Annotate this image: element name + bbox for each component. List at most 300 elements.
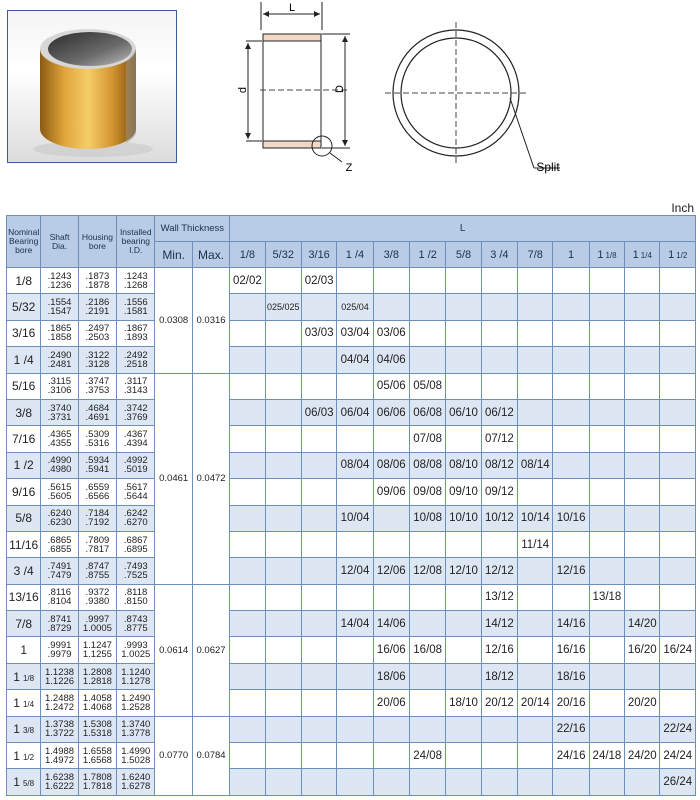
part-code-cell: 14/20 [625, 611, 660, 637]
dim-label-d: d [237, 86, 249, 94]
part-code-cell [660, 294, 696, 320]
housing-bore-value: .6559 [85, 481, 110, 493]
nominal-main: 1 [13, 669, 20, 684]
table-row [7, 347, 696, 373]
part-code-cell [301, 479, 336, 505]
part-code-cell [446, 531, 481, 557]
part-code-cell: 06/12 [481, 399, 517, 425]
part-code-cell [301, 663, 336, 689]
installed-id [117, 558, 155, 584]
part-code-cell [625, 505, 660, 531]
part-code-cell [589, 611, 624, 637]
header-length-main: 3/8 [383, 248, 399, 261]
part-code-cell [230, 373, 265, 399]
part-code-cell [553, 294, 589, 320]
part-code-cell [660, 663, 696, 689]
shaft-dia [41, 268, 78, 294]
housing-bore-value: 1.4058 [82, 692, 112, 704]
product-header-area [0, 0, 700, 195]
part-code-cell [589, 716, 624, 742]
housing-bore [78, 637, 116, 663]
installed-id-value: 1.0025 [121, 649, 151, 661]
part-code-cell: 07/08 [410, 426, 446, 452]
header-length-main: 1 [568, 248, 575, 261]
housing-bore-value: 1.2818 [82, 675, 112, 687]
part-code-cell: 12/16 [481, 637, 517, 663]
installed-id [117, 268, 155, 294]
part-code-cell [301, 584, 336, 610]
housing-bore-value: 1.5318 [82, 728, 112, 740]
unit-label: Inch [671, 201, 694, 215]
part-code-cell: 02/03 [301, 268, 336, 294]
part-code-cell [553, 347, 589, 373]
header-length-main: 1 [597, 248, 604, 261]
installed-id-value: .7493 [123, 560, 148, 572]
nominal-bore [7, 505, 41, 531]
installed-id-value: .6895 [123, 543, 148, 555]
part-code-cell [625, 373, 660, 399]
housing-bore [78, 584, 116, 610]
part-code-cell [230, 716, 265, 742]
part-code-cell [230, 452, 265, 478]
part-code-cell [518, 663, 553, 689]
housing-bore [78, 611, 116, 637]
table-row [7, 637, 696, 663]
part-code-cell [230, 531, 265, 557]
part-code-cell [589, 531, 624, 557]
part-code-cell [553, 531, 589, 557]
part-code-cell [518, 294, 553, 320]
shaft-dia [41, 716, 78, 742]
part-code-cell: 20/12 [481, 690, 517, 716]
part-code-cell: 025/025 [265, 294, 301, 320]
part-code-cell [265, 373, 301, 399]
nominal-main: 7/16 [11, 432, 36, 447]
installed-id-value: .6867 [123, 534, 148, 546]
table-row [7, 743, 696, 769]
bearing-size-table [6, 215, 696, 796]
shaft-dia-value: .8741 [47, 613, 72, 625]
table-row [7, 690, 696, 716]
part-code-cell: 24/24 [660, 743, 696, 769]
header-length [265, 242, 301, 268]
part-code-cell: 20/20 [625, 690, 660, 716]
nominal-bore [7, 268, 41, 294]
part-code-cell: 16/06 [373, 637, 409, 663]
part-code-cell [337, 373, 373, 399]
part-code-cell [446, 426, 481, 452]
installed-id [117, 690, 155, 716]
part-code-cell: 12/06 [373, 558, 409, 584]
part-code-cell [553, 373, 589, 399]
header-length [660, 242, 696, 268]
part-code-cell [589, 452, 624, 478]
installed-id-value: .6270 [123, 517, 148, 529]
shaft-dia-value: .2490 [47, 349, 72, 361]
part-code-cell: 02/02 [230, 268, 265, 294]
part-code-cell [410, 584, 446, 610]
wall-thickness-max: 0.0316 [192, 268, 229, 374]
housing-bore [78, 505, 116, 531]
housing-bore [78, 373, 116, 399]
part-code-cell [301, 294, 336, 320]
nominal-bore [7, 663, 41, 689]
shaft-dia-value: 1.3738 [45, 719, 75, 731]
nominal-main: 5/8 [15, 511, 33, 526]
part-code-cell [589, 268, 624, 294]
part-code-cell [553, 479, 589, 505]
part-code-cell: 025/04 [337, 294, 373, 320]
housing-bore-value: .9380 [85, 596, 110, 608]
part-code-cell: 16/08 [410, 637, 446, 663]
shaft-dia-value: .8104 [47, 596, 72, 608]
table-row [7, 479, 696, 505]
part-code-cell [410, 531, 446, 557]
part-code-cell: 24/20 [625, 743, 660, 769]
header-length [518, 242, 553, 268]
installed-id-value: .5019 [123, 464, 148, 476]
part-code-cell [301, 611, 336, 637]
nominal-main: 1 [13, 695, 20, 710]
part-code-cell [410, 716, 446, 742]
part-code-cell [660, 347, 696, 373]
part-code-cell [518, 743, 553, 769]
part-code-cell [589, 347, 624, 373]
header-length-main: 1/8 [239, 248, 256, 261]
nominal-bore [7, 399, 41, 425]
nominal-main: 5/32 [11, 300, 36, 315]
installed-id-value: .1893 [123, 332, 148, 344]
installed-id-value: .1243 [123, 270, 148, 282]
installed-id-value: .3117 [124, 376, 148, 388]
nominal-bore [7, 690, 41, 716]
housing-bore [78, 743, 116, 769]
header-shaft: Shaft Dia. [41, 216, 78, 268]
part-code-cell [518, 584, 553, 610]
installed-id-value: .8743 [123, 613, 148, 625]
part-code-cell: 18/16 [553, 663, 589, 689]
housing-bore-value: .9372 [85, 587, 110, 599]
part-code-cell [337, 690, 373, 716]
housing-bore-value: 1.6558 [82, 745, 112, 757]
table-row [7, 505, 696, 531]
table-row [7, 531, 696, 557]
part-code-cell: 08/08 [410, 452, 446, 478]
housing-bore-value: .2503 [85, 332, 110, 344]
part-code-cell: 09/06 [373, 479, 409, 505]
part-code-cell: 06/03 [301, 399, 336, 425]
part-code-cell: 10/12 [481, 505, 517, 531]
wall-thickness-min: 0.0614 [155, 584, 192, 716]
part-code-cell [625, 268, 660, 294]
part-code-cell: 10/14 [518, 505, 553, 531]
installed-id-value: 1.1240 [121, 666, 151, 678]
part-code-cell: 03/06 [373, 320, 409, 346]
shaft-dia-value: .4990 [47, 455, 72, 467]
shaft-dia-value: .6865 [47, 534, 72, 546]
housing-bore [78, 479, 116, 505]
part-code-cell: 10/08 [410, 505, 446, 531]
housing-bore-value: 1.0005 [82, 622, 112, 634]
housing-bore-value: .6566 [85, 490, 110, 502]
installed-id [117, 479, 155, 505]
header-wall-thickness: Wall Thickness [155, 216, 230, 242]
part-code-cell [337, 479, 373, 505]
part-code-cell: 06/10 [446, 399, 481, 425]
part-code-cell: 22/16 [553, 716, 589, 742]
part-code-cell [265, 690, 301, 716]
bushing-photo [7, 10, 177, 163]
part-code-cell [553, 769, 589, 796]
part-code-cell [625, 663, 660, 689]
header-length-main: 3/16 [308, 248, 330, 261]
nominal-bore [7, 769, 41, 796]
part-code-cell [373, 426, 409, 452]
installed-id-value: .8150 [123, 596, 148, 608]
header-length-main: 7/8 [527, 248, 543, 261]
part-code-cell [410, 347, 446, 373]
nominal-bore [7, 584, 41, 610]
part-code-cell [625, 769, 660, 796]
part-code-cell [518, 268, 553, 294]
housing-bore [78, 294, 116, 320]
part-code-cell: 13/18 [589, 584, 624, 610]
part-code-cell [481, 769, 517, 796]
part-code-cell: 06/06 [373, 399, 409, 425]
part-code-cell: 20/06 [373, 690, 409, 716]
table-row [7, 320, 696, 346]
installed-id-value: .3742 [123, 402, 148, 414]
shaft-dia-value: .2481 [47, 358, 72, 370]
part-code-cell [625, 347, 660, 373]
part-code-cell [265, 426, 301, 452]
part-code-cell [553, 399, 589, 425]
part-code-cell: 26/24 [660, 769, 696, 796]
installed-id-value: 1.4990 [121, 745, 151, 757]
table-row [7, 663, 696, 689]
nominal-frac: 3/8 [22, 726, 35, 736]
header-installed: Installed bearing I.D. [117, 216, 155, 268]
shaft-dia [41, 426, 78, 452]
installed-id-value: .2492 [123, 349, 148, 361]
header-length-main: 5/8 [455, 248, 472, 261]
housing-bore-value: .2497 [85, 323, 110, 335]
part-code-cell: 08/04 [337, 452, 373, 478]
nominal-main: 9/16 [11, 484, 36, 499]
part-code-cell [265, 558, 301, 584]
housing-bore [78, 347, 116, 373]
nominal-main: 1 [20, 643, 28, 658]
part-code-cell [230, 743, 265, 769]
part-code-cell [625, 294, 660, 320]
part-code-cell [589, 373, 624, 399]
part-code-cell: 22/24 [660, 716, 696, 742]
housing-bore-value: .3753 [85, 385, 110, 397]
part-code-cell [518, 373, 553, 399]
installed-id [117, 320, 155, 346]
table-row [7, 294, 696, 320]
part-code-cell [446, 294, 481, 320]
header-length-main: 3 /4 [490, 248, 509, 261]
part-code-cell [301, 743, 336, 769]
part-code-cell [230, 320, 265, 346]
housing-bore-value: .5934 [85, 455, 110, 467]
shaft-dia [41, 690, 78, 716]
part-code-cell: 24/18 [589, 743, 624, 769]
part-code-cell: 10/04 [337, 505, 373, 531]
header-housing: Housing bore [78, 216, 116, 268]
part-code-cell [589, 426, 624, 452]
part-code-cell: 14/06 [373, 611, 409, 637]
shaft-dia [41, 452, 78, 478]
part-code-cell: 20/16 [553, 690, 589, 716]
installed-id-value: .1268 [123, 279, 148, 291]
part-code-cell [410, 690, 446, 716]
installed-id-value: .7525 [123, 569, 148, 581]
installed-id-value: 1.6240 [121, 772, 151, 784]
header-length [625, 242, 660, 268]
part-code-cell: 04/04 [337, 347, 373, 373]
shaft-dia-value: .6855 [47, 543, 72, 555]
installed-id [117, 399, 155, 425]
shaft-dia [41, 399, 78, 425]
shaft-dia-value: 1.1226 [45, 675, 75, 687]
part-code-cell [518, 637, 553, 663]
part-code-cell: 08/14 [518, 452, 553, 478]
header-max: Max. [192, 242, 229, 268]
wall-thickness-max: 0.0472 [192, 373, 229, 584]
part-code-cell [410, 611, 446, 637]
shaft-dia [41, 558, 78, 584]
shaft-dia-value: .4365 [47, 429, 72, 441]
part-code-cell [518, 320, 553, 346]
installed-id-value: .4992 [123, 455, 148, 467]
table-row [7, 399, 696, 425]
nominal-frac: 1/4 [22, 699, 35, 709]
shaft-dia [41, 584, 78, 610]
installed-id-value: .4394 [123, 438, 148, 450]
installed-id [117, 426, 155, 452]
installed-id-value: .3143 [123, 385, 148, 397]
part-code-cell [373, 505, 409, 531]
part-code-cell [230, 584, 265, 610]
installed-id [117, 505, 155, 531]
part-code-cell [265, 584, 301, 610]
part-code-cell: 04/06 [373, 347, 409, 373]
part-code-cell [230, 399, 265, 425]
table-row [7, 426, 696, 452]
part-code-cell [410, 663, 446, 689]
shaft-dia-value: .9979 [47, 649, 72, 661]
wall-thickness-max: 0.0784 [192, 716, 229, 795]
split-label: Split [536, 160, 560, 174]
installed-id-value: .6242 [123, 508, 148, 520]
nominal-main: 1 [13, 775, 20, 790]
bushing-image [8, 11, 177, 163]
part-code-cell: 06/08 [410, 399, 446, 425]
installed-id [117, 452, 155, 478]
part-code-cell [265, 769, 301, 796]
nominal-main: 1 [13, 722, 20, 737]
housing-bore-value: .2191 [85, 306, 110, 318]
shaft-dia-value: 1.6238 [45, 772, 75, 784]
shaft-dia-value: .1243 [47, 270, 72, 282]
part-code-cell: 08/10 [446, 452, 481, 478]
part-code-cell [589, 637, 624, 663]
part-code-cell [625, 452, 660, 478]
part-code-cell [446, 769, 481, 796]
header-length-frac: 1/4 [640, 250, 652, 260]
part-code-cell [589, 558, 624, 584]
housing-bore [78, 399, 116, 425]
part-code-cell [518, 716, 553, 742]
part-code-cell [265, 452, 301, 478]
part-code-cell [589, 663, 624, 689]
part-code-cell [337, 531, 373, 557]
part-code-cell [230, 663, 265, 689]
part-code-cell [481, 743, 517, 769]
shaft-dia-value: .5615 [47, 481, 72, 493]
installed-id-value: 1.3740 [121, 719, 151, 731]
part-code-cell [230, 611, 265, 637]
part-code-cell [481, 716, 517, 742]
nominal-bore [7, 347, 41, 373]
nominal-bore [7, 479, 41, 505]
nominal-bore [7, 320, 41, 346]
table-row [7, 584, 696, 610]
shaft-dia-value: 1.4972 [45, 754, 75, 766]
housing-bore [78, 769, 116, 796]
shaft-dia-value: 1.6222 [45, 781, 75, 793]
housing-bore-value: 1.4068 [82, 701, 112, 713]
detail-label-Z: Z [345, 162, 353, 174]
part-code-cell [337, 637, 373, 663]
table-row [7, 611, 696, 637]
installed-id-value: .1581 [123, 306, 148, 318]
part-code-cell [265, 611, 301, 637]
housing-bore-value: .4691 [85, 411, 110, 423]
part-code-cell: 10/10 [446, 505, 481, 531]
nominal-frac: 1/8 [22, 673, 35, 683]
part-code-cell [410, 320, 446, 346]
part-code-cell [660, 690, 696, 716]
housing-bore [78, 716, 116, 742]
installed-id-value: .3769 [123, 411, 148, 423]
part-code-cell: 08/12 [481, 452, 517, 478]
installed-id-value: 1.3778 [121, 728, 151, 740]
nominal-main: 1/8 [15, 273, 33, 288]
part-code-cell [373, 294, 409, 320]
part-code-cell: 12/10 [446, 558, 481, 584]
technical-drawing [225, 0, 585, 185]
housing-bore-value: .2186 [85, 297, 110, 309]
part-code-cell: 12/04 [337, 558, 373, 584]
part-code-cell [265, 531, 301, 557]
shaft-dia-value: .7491 [47, 560, 72, 572]
table-row [7, 452, 696, 478]
housing-bore-value: .5941 [85, 464, 110, 476]
nominal-main: 1 [13, 748, 20, 763]
part-code-cell [337, 268, 373, 294]
shaft-dia-value: .9991 [47, 640, 72, 652]
nominal-main: 7/8 [15, 616, 33, 631]
installed-id-value: 1.2490 [121, 692, 151, 704]
part-code-cell [230, 637, 265, 663]
installed-id-value: .8775 [123, 622, 148, 634]
installed-id-value: .1556 [123, 297, 148, 309]
header-L: L [230, 216, 696, 242]
part-code-cell [481, 294, 517, 320]
